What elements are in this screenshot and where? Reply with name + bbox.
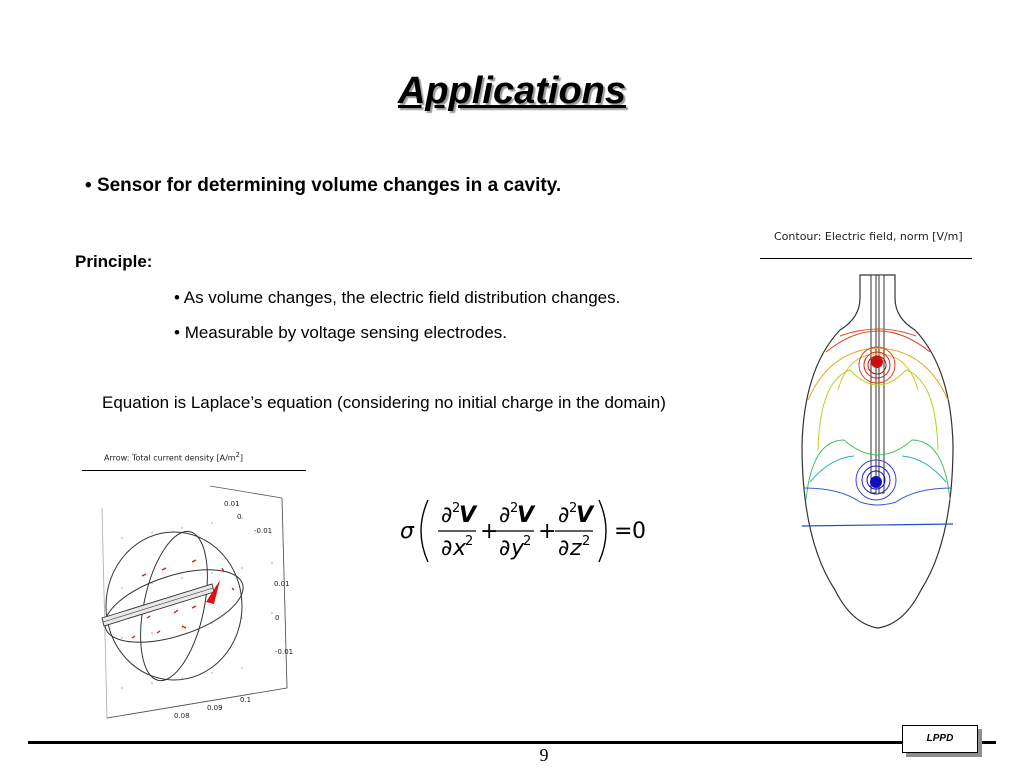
tick-label: 0.09 [207, 704, 223, 712]
eq-V: V [459, 503, 477, 528]
main-bullet [85, 175, 561, 197]
eq-sup: 2 [510, 501, 519, 516]
plot-axis [282, 498, 287, 688]
eq-sup: 2 [569, 501, 578, 516]
tick-label: -0.01 [275, 648, 294, 656]
eq-sup: 2 [523, 534, 532, 549]
eq-sup: 2 [452, 501, 461, 516]
cavity-outline [802, 275, 953, 628]
tick-label: 0 [237, 513, 242, 521]
caption-divider [760, 258, 972, 259]
tick-label: 0.01 [274, 580, 290, 588]
slide-title: Applications [397, 70, 627, 112]
lppd-logo: LPPD [902, 725, 978, 753]
sub-bullet-text: Measurable by voltage sensing electrodes. [184, 323, 507, 342]
tick-label: 0.1 [240, 696, 252, 704]
tick-label: 0.08 [174, 712, 190, 720]
bullet-dot: • [85, 175, 97, 196]
contour-hotspot [871, 356, 883, 368]
sub-bullet-2 [174, 323, 507, 343]
plot-axis [107, 688, 287, 718]
sub-bullet-1 [174, 288, 620, 308]
eq-partial: ∂ [499, 503, 511, 528]
eq-y: y [511, 536, 525, 561]
eq-partial: ∂ [441, 536, 453, 561]
footer-rule [28, 741, 996, 744]
laplace-equation [396, 492, 656, 572]
eq-V: V [517, 503, 535, 528]
eq-zero: 0 [632, 519, 646, 544]
principle-label: Principle: [75, 252, 153, 271]
eq-equals: = [614, 519, 633, 544]
eq-plus: + [480, 519, 499, 544]
eq-sup: 2 [582, 534, 591, 549]
eq-partial: ∂ [558, 536, 570, 561]
arrow-caption-end: ] [239, 453, 243, 463]
arrow-caption-text: Arrow: Total current density [A/m [104, 453, 236, 463]
eq-sup: 2 [465, 534, 474, 549]
eq-sigma: σ [400, 519, 414, 544]
arrow-caption [104, 451, 243, 463]
contour-caption: Contour: Electric field, norm [V/m] [774, 230, 963, 243]
contour-coldspot [870, 476, 882, 488]
bullet-dot: • [174, 323, 185, 342]
arrow-plot [82, 478, 312, 726]
sub-bullet-text: As volume changes, the electric field distribution changes. [183, 288, 621, 307]
arrow-caption-sup: 2 [235, 451, 240, 459]
sphere-equator [96, 555, 251, 657]
eq-partial: ∂ [441, 503, 453, 528]
bullet-dot: • [174, 288, 184, 307]
sphere-outline [106, 532, 242, 680]
eq-V: V [576, 503, 594, 528]
caption-divider [82, 470, 306, 471]
eq-x: x [453, 536, 467, 561]
tick-label: -0.01 [254, 527, 273, 535]
tick-label: 0.01 [224, 500, 240, 508]
eq-right-paren [599, 500, 606, 562]
eq-partial: ∂ [558, 503, 570, 528]
eq-z: z [570, 536, 582, 561]
page-number: 9 [539, 745, 549, 765]
cylinder-rod-line [103, 588, 213, 622]
plot-axis [210, 486, 282, 498]
eq-partial: ∂ [499, 536, 511, 561]
tick-label: 0 [275, 614, 280, 622]
equation-intro: Equation is Laplace’s equation (considering no initial charge in the domain) [102, 393, 666, 412]
eq-plus: + [538, 519, 557, 544]
contour-plot [790, 270, 965, 635]
main-bullet-text: Sensor for determining volume changes in a cavity. [96, 175, 562, 196]
eq-left-paren [421, 500, 428, 562]
